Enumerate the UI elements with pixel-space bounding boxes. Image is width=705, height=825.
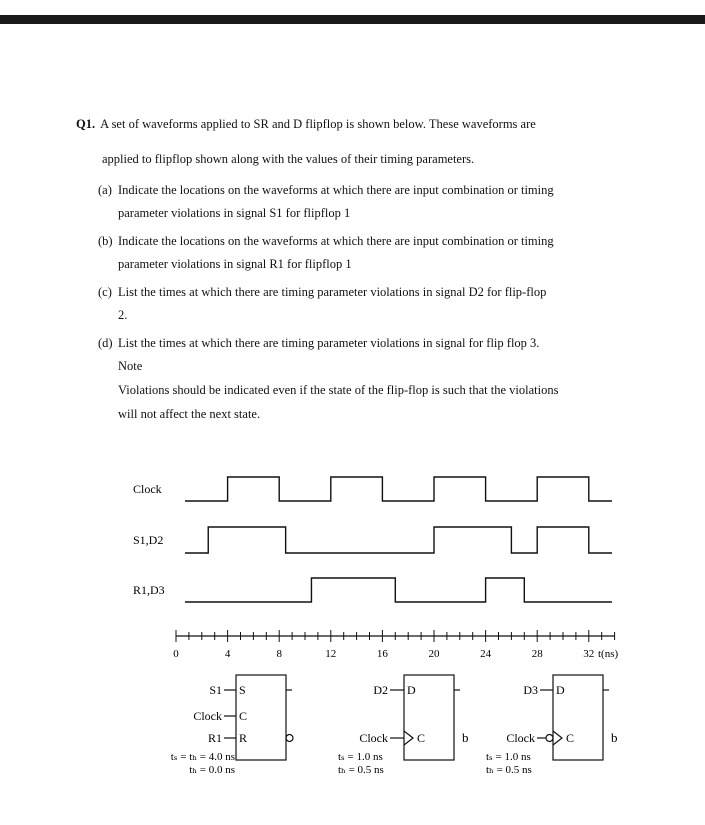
ff2-input-d2-label: D2 — [373, 683, 388, 697]
part-a-label: (a) — [98, 183, 112, 197]
part-c-line2: 2. — [118, 308, 128, 322]
axis-tick-label-12: 12 — [325, 648, 337, 660]
axis-tick-label-24: 24 — [480, 648, 492, 660]
part-d-label: (d) — [98, 336, 113, 350]
axis-tick-label-16: 16 — [376, 648, 388, 660]
part-c-text: List the times at which there are timing parameter violations in signal D2 for flip-flop — [118, 285, 547, 299]
question-number: Q1. — [76, 117, 96, 131]
waveform-r1-d3 — [185, 578, 612, 602]
axis-tick-label-32: 32 — [583, 648, 595, 660]
ff1-pin-s-label: S — [239, 683, 246, 697]
time-axis — [173, 630, 618, 660]
axis-unit-label: t(ns) — [598, 648, 619, 660]
question-intro-text: A set of waveforms applied to SR and D flipflop is shown below. These waveforms are — [100, 117, 536, 131]
axis-tick-label-0: 0 — [173, 648, 179, 660]
part-b-label: (b) — [98, 234, 113, 248]
waveform-s1-d2 — [185, 527, 612, 553]
ff3-pin-d-label: D — [556, 683, 565, 697]
axis-tick-label-20: 20 — [428, 648, 440, 660]
ff2-param-hold: tₕ = 0.5 ns — [338, 764, 384, 776]
part-c-label: (c) — [98, 285, 112, 299]
ff3-param-hold: tₕ = 0.5 ns — [486, 764, 532, 776]
ff1-input-clock-label: Clock — [193, 709, 222, 723]
part-a-text: Indicate the locations on the waveforms at which there are input combination or timing — [118, 183, 554, 197]
part-a-line2: parameter violations in signal S1 for flipflop 1 — [118, 206, 351, 220]
signal-label-s1-d2: S1,D2 — [133, 533, 164, 547]
note-line1: Violations should be indicated even if the state of the flip-flop is such that the violations — [118, 383, 559, 397]
signal-label-clock: Clock — [133, 482, 162, 496]
ff2-pin-c-label: C — [417, 731, 426, 745]
ff2-output-bubble-icon: b — [462, 730, 469, 745]
axis-tick-label-28: 28 — [531, 648, 543, 660]
ff1-param-setup: tₛ = tₕ = 4.0 ns — [170, 751, 235, 763]
ff2-pin-d-label: D — [407, 683, 416, 697]
ff1-input-r1-label: R1 — [207, 731, 222, 745]
flipflop-2-d — [390, 675, 460, 760]
part-d-note-label: Note — [118, 359, 143, 373]
ff3-clock-inverter-icon — [546, 735, 553, 742]
ff1-input-s1-label: S1 — [209, 683, 222, 697]
ff3-param-setup: tₛ = 1.0 ns — [486, 751, 531, 763]
ff1-param-hold: tₕ = 0.0 ns — [189, 764, 235, 776]
note-line2: will not affect the next state. — [118, 407, 261, 421]
waveform-clock — [185, 477, 612, 501]
ff3-pin-c-label: C — [566, 731, 575, 745]
part-b-line2: parameter violations in signal R1 for flipflop 1 — [118, 257, 352, 271]
question-intro-line2: applied to flipflop shown along with the values of their timing parameters. — [102, 152, 475, 166]
ff3-input-d3-label: D3 — [523, 683, 538, 697]
axis-tick-label-4: 4 — [224, 648, 231, 660]
ff2-input-clock-label: Clock — [359, 731, 388, 745]
ff3-output-bubble-icon: b — [611, 730, 618, 745]
ff2-param-setup: tₛ = 1.0 ns — [338, 751, 383, 763]
part-b-text: Indicate the locations on the waveforms at which there are input combination or timing — [118, 234, 554, 248]
waveform-group — [133, 477, 612, 602]
part-d-text: List the times at which there are timing parameter violations in signal for flip flop 3. — [118, 336, 540, 350]
signal-label-r1-d3: R1,D3 — [133, 583, 165, 597]
axis-tick-label-8: 8 — [276, 648, 282, 660]
ff3-input-clock-label: Clock — [506, 731, 535, 745]
ff1-pin-r-label: R — [239, 731, 248, 745]
flipflop-1-sr — [224, 675, 293, 760]
ff1-pin-c-label: C — [239, 709, 248, 723]
ff2-clock-triangle-icon — [404, 731, 413, 745]
ff3-clock-triangle-icon — [553, 731, 562, 745]
flipflop-3-d — [537, 675, 609, 760]
